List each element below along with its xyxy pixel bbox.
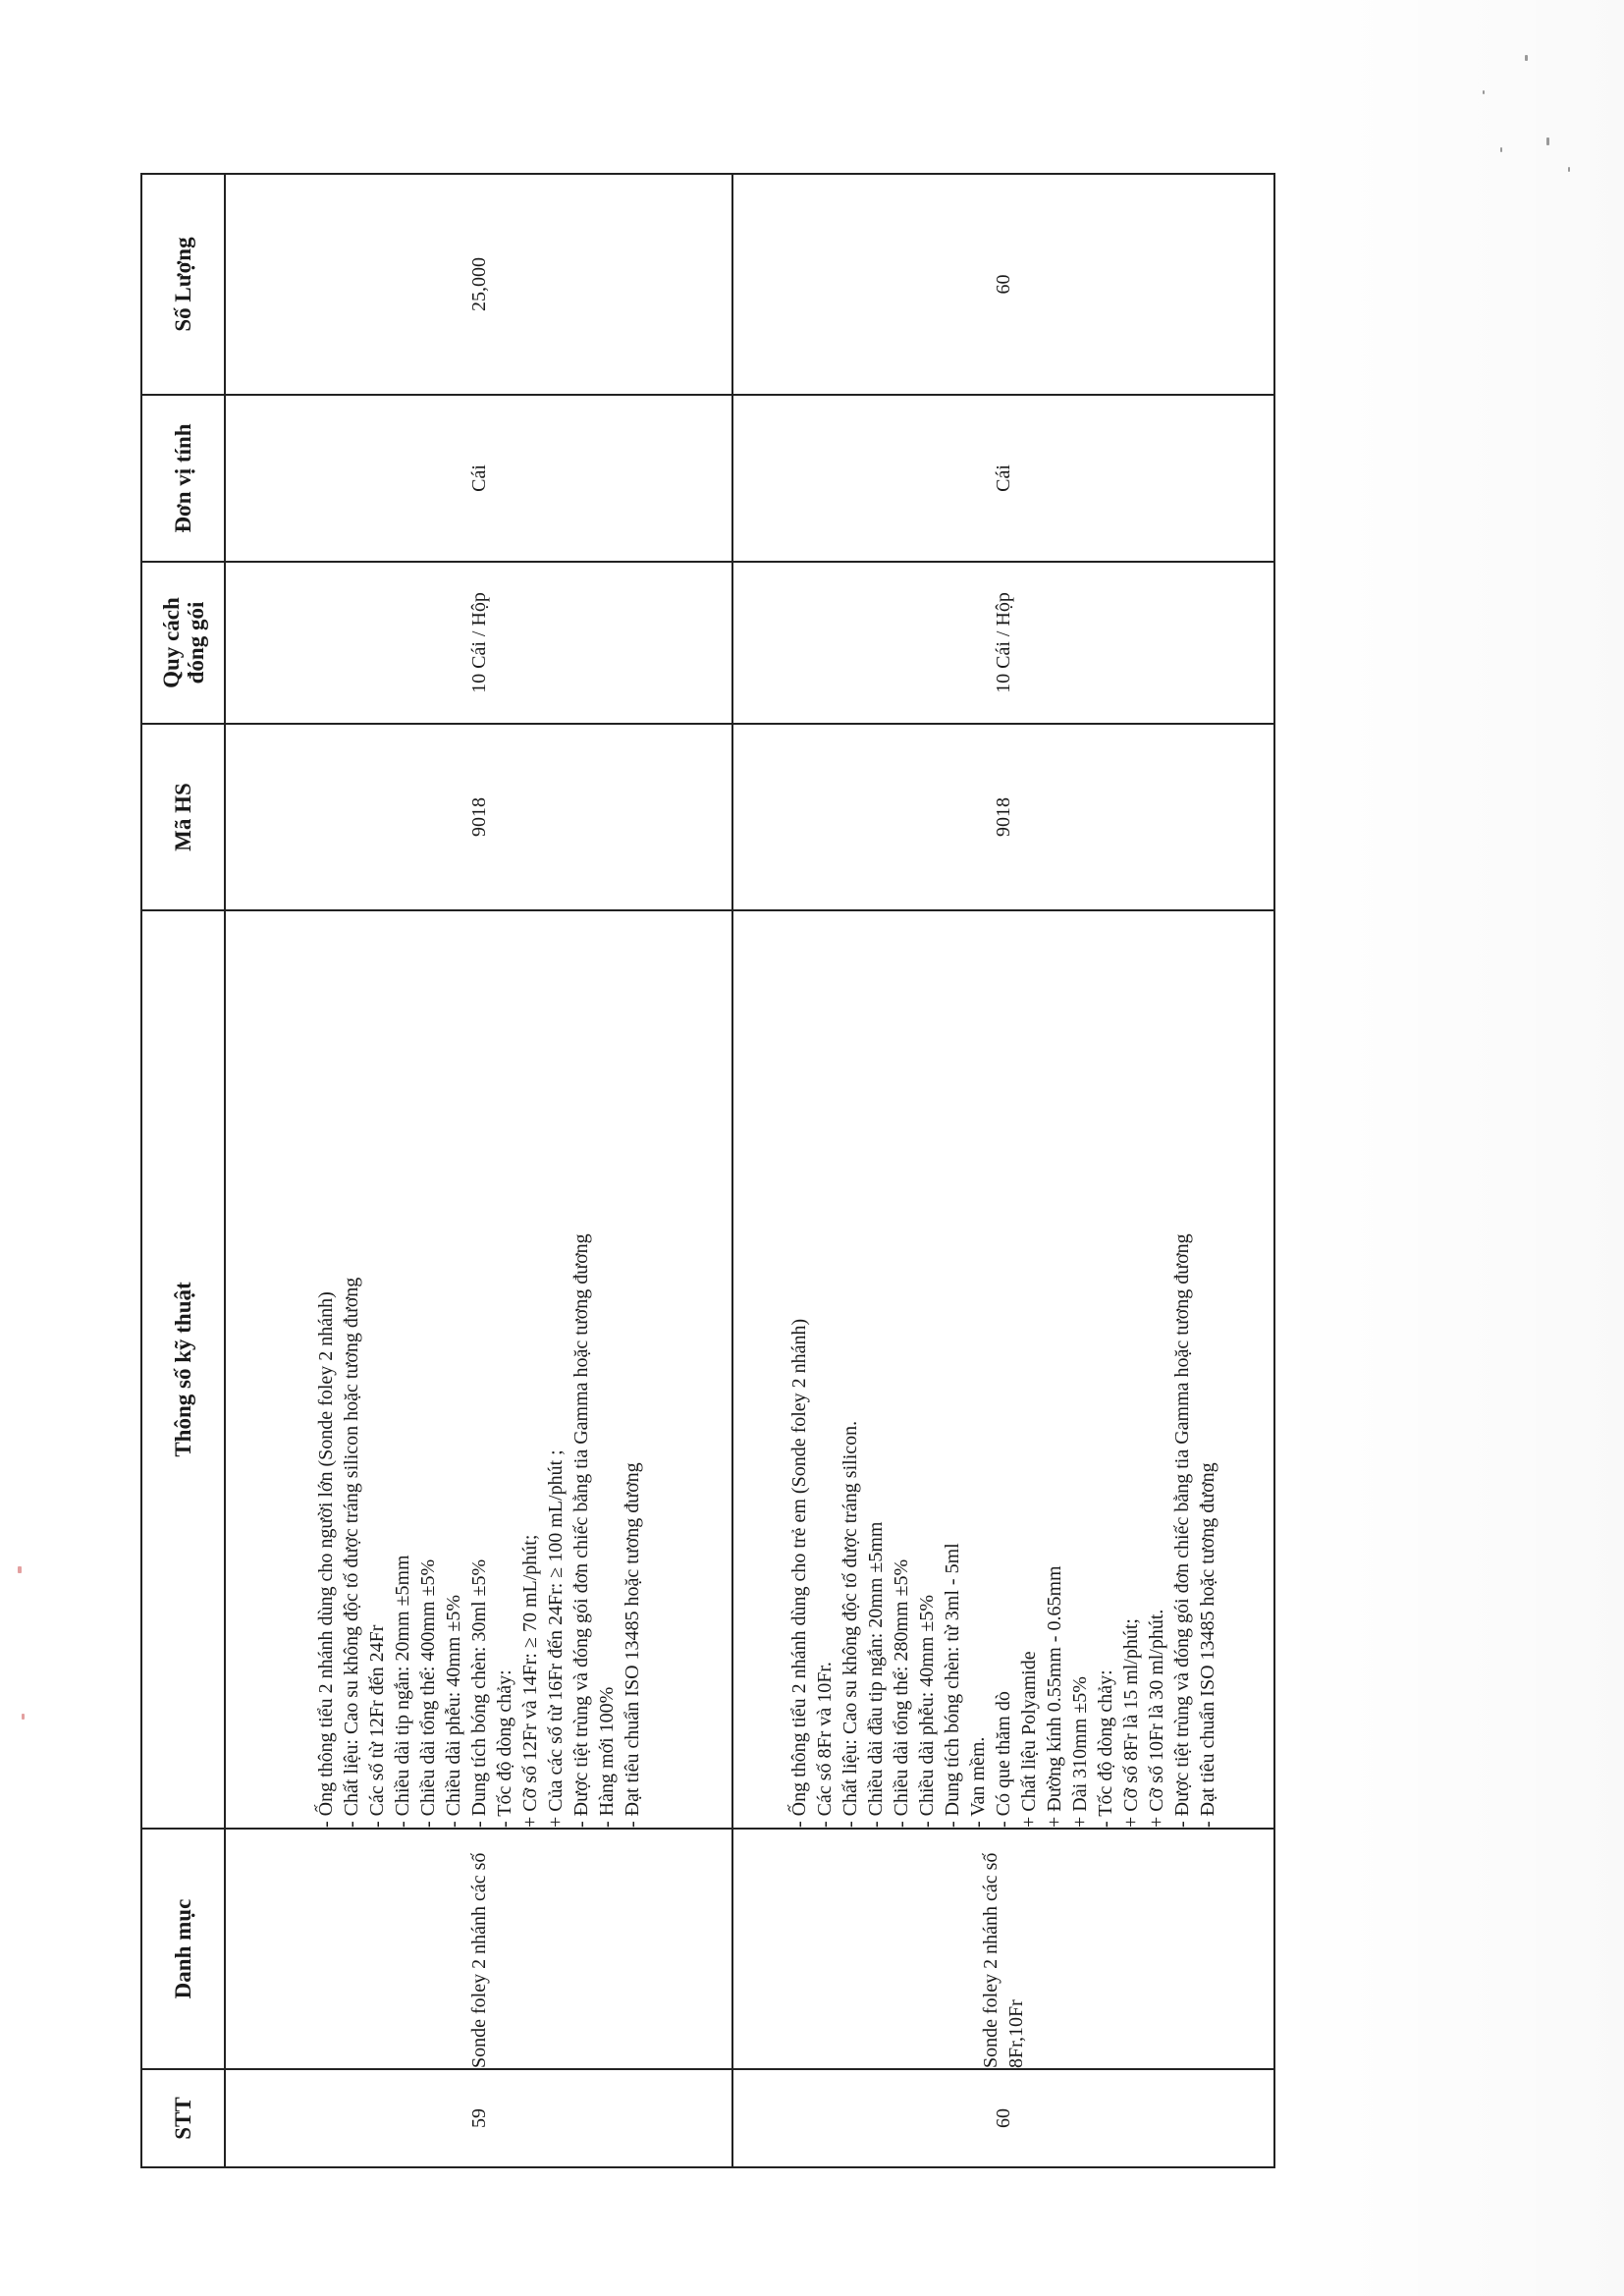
spec-line: - Đạt tiêu chuẩn ISO 13485 hoặc tương đương — [1197, 1462, 1218, 1828]
spec-line: - Các số từ 12Fr đến 24Fr — [365, 1624, 388, 1828]
scan-shading — [1271, 0, 1624, 2296]
spec-line: - Ống thông tiểu 2 nhánh dùng cho người lớn (Sonde foley 2 nhánh) — [314, 1291, 337, 1828]
spec-line: + Đường kính 0.55mm - 0.65mm — [1044, 1565, 1065, 1828]
spec-line: + Dài 310mm ±5% — [1069, 1676, 1091, 1828]
cell-so-luong: 60 — [732, 174, 1274, 395]
header-quy-cach-line2: đóng gói — [183, 601, 208, 684]
spec-line: - Các số 8Fr và 10Fr. — [814, 1662, 836, 1828]
header-so-luong: Số Lượng — [141, 174, 225, 395]
cell-danh-muc: Sonde foley 2 nhánh các số 8Fr,10Fr — [732, 1829, 1274, 2069]
spec-line: - Dung tích bóng chèn: từ 3ml - 5ml — [942, 1543, 963, 1828]
rotated-table-container — [140, 175, 1272, 2168]
table-row — [732, 174, 1274, 2167]
spec-line: - Tốc độ dòng chảy: — [1095, 1669, 1116, 1828]
spec-line: + Của các số từ 16Fr đến 24Fr: ≥ 100 mL/phút ; — [544, 1449, 567, 1828]
spec-line: - Van mềm. — [967, 1736, 989, 1828]
cell-thong-so — [225, 910, 732, 1829]
table-header-row — [141, 174, 225, 2167]
spec-line: - Ống thông tiểu 2 nhánh dùng cho trẻ em (Sonde foley 2 nhánh) — [788, 1318, 810, 1828]
cell-so-luong: 25,000 — [225, 174, 732, 395]
spec-line: - Chiều dài đầu tip ngắn: 20mm ±5mm — [865, 1521, 887, 1828]
header-ma-hs: Mã HS — [141, 724, 225, 910]
cell-don-vi: Cái — [225, 395, 732, 562]
scan-speck — [22, 1714, 25, 1720]
scan-speck — [18, 1566, 22, 1573]
cell-ma-hs: 9018 — [225, 724, 732, 910]
header-thong-so: Thông số kỹ thuật — [141, 910, 225, 1829]
scan-speck — [1568, 167, 1570, 172]
header-stt: STT — [141, 2069, 225, 2167]
spec-line: - Có que thăm dò — [993, 1691, 1014, 1828]
spec-line: - Được tiệt trùng và đóng gói đơn chiếc bằng tia Gamma hoặc tương đương — [569, 1233, 592, 1828]
cell-ma-hs: 9018 — [732, 724, 1274, 910]
spec-line: - Chiều dài phễu: 40mm ±5% — [916, 1594, 938, 1828]
spec-table — [140, 173, 1275, 2168]
cell-stt: 59 — [225, 2069, 732, 2167]
cell-quy-cach: 10 Cái / Hộp — [225, 562, 732, 724]
spec-line: - Tốc độ dòng chảy: — [493, 1669, 515, 1828]
spec-line: + Cỡ số 8Fr là 15 ml/phút; — [1120, 1618, 1142, 1828]
header-danh-muc: Danh mục — [141, 1829, 225, 2069]
cell-don-vi: Cái — [732, 395, 1274, 562]
cell-thong-so — [732, 910, 1274, 1829]
scan-speck — [1525, 55, 1528, 61]
scan-speck — [1500, 147, 1502, 152]
cell-danh-muc: Sonde foley 2 nhánh các số — [225, 1829, 732, 2069]
spec-line: - Chất liệu: Cao su không độc tố được tráng silicon hoặc tương đương — [340, 1277, 362, 1828]
spec-line: + Cỡ số 10Fr là 30 ml/phút. — [1146, 1609, 1167, 1828]
spec-line: - Dung tích bóng chèn: 30ml ±5% — [467, 1558, 490, 1828]
rotated-table-inner — [140, 175, 1272, 2168]
spec-line: - Chất liệu: Cao su không độc tố được tráng silicon. — [839, 1420, 861, 1828]
header-don-vi: Đơn vị tính — [141, 395, 225, 562]
spec-line: - Chiều dài phễu: 40mm ±5% — [442, 1594, 464, 1828]
header-quy-cach — [141, 562, 225, 724]
spec-line: - Chiều dài tip ngắn: 20mm ±5mm — [391, 1555, 413, 1828]
spec-line: - Chiều dài tổng thể: 280mm ±5% — [891, 1558, 912, 1828]
spec-line: - Chiều dài tổng thể: 400mm ±5% — [416, 1558, 439, 1828]
cell-quy-cach: 10 Cái / Hộp — [732, 562, 1274, 724]
spec-line: + Chất liệu Polyamide — [1018, 1651, 1040, 1828]
scan-speck — [1483, 90, 1485, 94]
spec-line: - Đạt tiêu chuẩn ISO 13485 hoặc tương đương — [621, 1462, 643, 1828]
header-quy-cach-line1: Quy cách — [158, 597, 184, 688]
spec-line: - Hàng mới 100% — [595, 1686, 618, 1828]
spec-line: - Được tiệt trùng và đóng gói đơn chiếc bằng tia Gamma hoặc tương đương — [1171, 1233, 1193, 1828]
scan-speck — [1546, 137, 1549, 145]
table-row — [225, 174, 732, 2167]
cell-stt: 60 — [732, 2069, 1274, 2167]
spec-line: + Cỡ số 12Fr và 14Fr: ≥ 70 mL/phút; — [518, 1534, 541, 1828]
